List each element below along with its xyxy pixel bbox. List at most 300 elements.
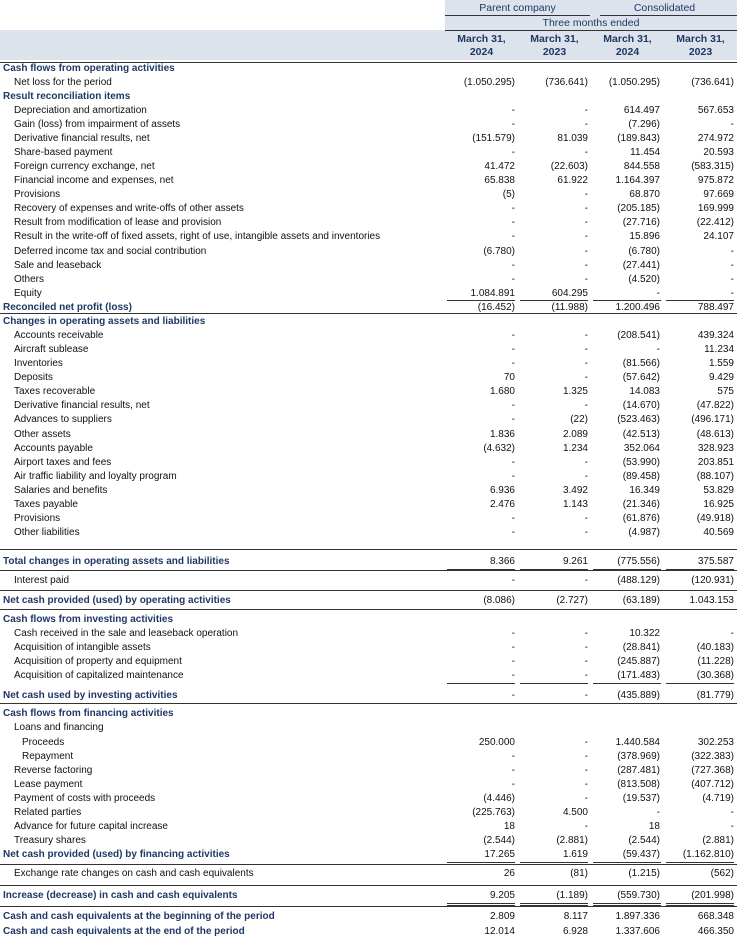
row-value: (736.641) [545, 77, 588, 88]
row-value: (189.843) [617, 133, 660, 144]
section-rule [0, 590, 737, 591]
row-value: - [584, 105, 588, 116]
table-row [0, 834, 737, 848]
row-value: 1.200.496 [615, 302, 660, 313]
table-row [0, 820, 737, 834]
row-value: (11.228) [697, 656, 734, 667]
table-row [0, 132, 737, 146]
row-value: - [730, 807, 734, 818]
row-label: Depreciation and amortization [14, 105, 147, 116]
row-value: (53.990) [622, 457, 660, 468]
row-label: Repayment [22, 751, 74, 762]
row-value: - [584, 513, 588, 524]
subtotal-rule [447, 300, 515, 301]
row-value: 668.348 [697, 911, 734, 922]
table-row [0, 669, 737, 683]
subtotal-rule [666, 905, 734, 906]
row-value: (59.437) [622, 849, 660, 860]
row-value: (7.296) [628, 119, 660, 130]
row-value: 70 [503, 372, 515, 383]
row-label: Other assets [14, 429, 71, 440]
table-row [0, 399, 737, 413]
row-value: 1.680 [489, 386, 515, 397]
row-value: - [730, 628, 734, 639]
row-label: Loans and financing [14, 722, 104, 733]
subtotal-rule [593, 683, 661, 684]
row-value: 41.472 [484, 161, 515, 172]
table-row [0, 160, 737, 174]
row-value: 575 [717, 386, 734, 397]
row-value: (583.315) [691, 161, 734, 172]
row-label: Payment of costs with proceeds [14, 793, 156, 804]
row-label: Financial income and expenses, net [14, 175, 174, 186]
row-value: (151.579) [472, 133, 515, 144]
row-label: Deposits [14, 372, 53, 383]
row-label: Others [14, 274, 45, 285]
row-value: (22.412) [696, 217, 734, 228]
row-value: (1.189) [556, 890, 588, 901]
row-value: 375.587 [697, 556, 734, 567]
row-value: (89.458) [622, 471, 660, 482]
row-label: Sale and leaseback [14, 260, 102, 271]
table-row [0, 574, 737, 588]
row-value: (48.613) [696, 429, 734, 440]
row-value: (42.513) [622, 429, 660, 440]
row-label: Net cash provided (used) by financing activities [3, 849, 230, 860]
table-row [0, 273, 737, 287]
subtotal-rule [520, 903, 588, 904]
row-value: - [584, 471, 588, 482]
row-value: (14.670) [622, 400, 660, 411]
row-value: (16.452) [477, 302, 515, 313]
row-value: (4.446) [483, 793, 515, 804]
row-label: Aircraft sublease [14, 344, 89, 355]
row-label: Cash flows from operating activities [3, 63, 175, 74]
row-value: 12.014 [484, 926, 515, 937]
row-value: (49.918) [696, 513, 734, 524]
row-label: Advance for future capital increase [14, 821, 168, 832]
row-value: - [584, 217, 588, 228]
row-value: - [511, 231, 515, 242]
table-row [0, 555, 737, 569]
table-row [0, 512, 737, 526]
row-value: 352.064 [623, 443, 660, 454]
row-value: (523.463) [617, 414, 660, 425]
subtotal-rule [520, 905, 588, 906]
row-label: Net cash provided (used) by operating activities [3, 595, 231, 606]
row-value: 1.836 [489, 429, 515, 440]
row-value: (2.544) [483, 835, 515, 846]
row-value: (4.520) [628, 274, 660, 285]
row-value: 9.429 [708, 372, 734, 383]
row-value: - [656, 807, 660, 818]
table-row [0, 594, 737, 608]
row-value: (488.129) [617, 575, 660, 586]
row-value: - [584, 189, 588, 200]
row-value: - [584, 737, 588, 748]
header-parent-company: Parent company [479, 2, 556, 14]
row-label: Derivative financial results, net [14, 400, 150, 411]
row-value: 3.492 [562, 485, 588, 496]
row-value: 18 [503, 821, 515, 832]
row-value: - [584, 330, 588, 341]
subtotal-rule [447, 903, 515, 904]
row-value: - [584, 358, 588, 369]
row-value: 17.265 [484, 849, 515, 860]
row-value: (813.508) [617, 779, 660, 790]
row-label: Derivative financial results, net [14, 133, 150, 144]
row-value: 2.089 [562, 429, 588, 440]
table-row [0, 627, 737, 641]
table-row [0, 329, 737, 343]
row-label: Increase (decrease) in cash and cash equivalents [3, 890, 238, 901]
row-label: Advances to suppliers [14, 414, 112, 425]
row-value: 14.083 [629, 386, 660, 397]
row-value: (120.931) [691, 575, 734, 586]
row-label: Interest paid [14, 575, 70, 586]
row-value: 40.569 [703, 527, 734, 538]
row-value: - [730, 288, 734, 299]
row-label: Provisions [14, 513, 61, 524]
row-value: - [584, 372, 588, 383]
row-value: (81.779) [696, 690, 734, 701]
row-value: (2.881) [702, 835, 734, 846]
row-value: (63.189) [622, 595, 660, 606]
row-value: 9.261 [562, 556, 588, 567]
row-value: 1.084.891 [470, 288, 515, 299]
row-value: (407.712) [691, 779, 734, 790]
subtotal-rule [447, 683, 515, 684]
row-value: 10.322 [629, 628, 660, 639]
row-value: (775.556) [617, 556, 660, 567]
row-label: Cash flows from investing activities [3, 614, 174, 625]
table-row [0, 230, 737, 244]
subtotal-rule [520, 862, 588, 863]
row-value: (562) [710, 868, 734, 879]
row-value: - [584, 400, 588, 411]
row-value: 8.366 [489, 556, 515, 567]
row-value: 1.559 [708, 358, 734, 369]
row-value: (322.383) [691, 751, 734, 762]
row-value: (19.537) [622, 793, 660, 804]
row-value: - [511, 274, 515, 285]
subtotal-rule [447, 569, 515, 570]
table-row [0, 750, 737, 764]
row-value: 65.838 [484, 175, 515, 186]
row-value: - [656, 344, 660, 355]
header-rule-1 [445, 15, 590, 16]
row-label: Related parties [14, 807, 82, 818]
subtotal-rule [593, 300, 661, 301]
row-label: Net cash used by investing activities [3, 690, 178, 701]
subtotal-rule [593, 905, 661, 906]
table-row [0, 371, 737, 385]
row-value: - [511, 330, 515, 341]
row-value: (225.763) [472, 807, 515, 818]
row-value: 68.870 [629, 189, 660, 200]
table-row [0, 413, 737, 427]
row-value: - [511, 779, 515, 790]
table-row [0, 641, 737, 655]
row-value: 302.253 [697, 737, 734, 748]
subtotal-rule [447, 905, 515, 906]
row-value: - [584, 642, 588, 653]
subtotal-rule [593, 903, 661, 904]
table-row [0, 707, 737, 721]
row-value: - [584, 793, 588, 804]
subtotal-rule [447, 862, 515, 863]
row-value: - [584, 260, 588, 271]
row-value: 15.896 [629, 231, 660, 242]
row-value: 8.117 [563, 911, 588, 922]
subtotal-rule [520, 300, 588, 301]
row-value: 16.349 [629, 485, 660, 496]
row-value: 20.593 [703, 147, 734, 158]
row-value: 169.999 [697, 203, 734, 214]
row-value: (28.841) [622, 642, 660, 653]
row-value: 1.043.153 [689, 595, 734, 606]
row-label: Taxes recoverable [14, 386, 96, 397]
row-value: - [584, 690, 588, 701]
header-rule-3 [445, 30, 737, 31]
row-value: - [730, 821, 734, 832]
row-value: - [730, 274, 734, 285]
row-value: 9.205 [489, 890, 515, 901]
row-value: (22) [570, 414, 588, 425]
row-value: 250.000 [478, 737, 515, 748]
row-value: 439.324 [697, 330, 734, 341]
row-label: Equity [14, 288, 42, 299]
header-three-months-ended: Three months ended [542, 17, 640, 29]
row-value: (88.107) [696, 471, 734, 482]
table-row [0, 216, 737, 230]
section-rule [0, 313, 737, 314]
row-value: 6.928 [562, 926, 588, 937]
row-label: Deferred income tax and social contribution [14, 246, 207, 257]
row-value: 975.872 [697, 175, 734, 186]
row-label: Result reconciliation items [3, 91, 131, 102]
table-row [0, 62, 737, 76]
row-value: - [584, 246, 588, 257]
row-value: (378.969) [617, 751, 660, 762]
row-value: - [511, 344, 515, 355]
table-row [0, 202, 737, 216]
row-label: Salaries and benefits [14, 485, 108, 496]
row-label: Proceeds [22, 737, 65, 748]
row-value: (1.050.295) [608, 77, 660, 88]
table-row [0, 146, 737, 160]
section-rule [0, 570, 737, 571]
row-value: - [584, 203, 588, 214]
row-label: Total changes in operating assets and liabilities [3, 556, 230, 567]
row-label: Result in the write-off of fixed assets, right of use, intangible assets and inventories [14, 231, 381, 242]
row-value: (2.727) [556, 595, 588, 606]
row-value: - [511, 575, 515, 586]
row-value: (496.171) [691, 414, 734, 425]
row-value: 604.295 [551, 288, 588, 299]
column-header: March 31, 2023 [530, 33, 579, 58]
row-label: Airport taxes and fees [14, 457, 112, 468]
table-row [0, 910, 737, 924]
row-label: Exchange rate changes on cash and cash equivalents [14, 868, 254, 879]
row-value: - [584, 575, 588, 586]
column-header: March 31, 2023 [676, 33, 725, 58]
row-value: 2.476 [489, 499, 515, 510]
row-value: 16.925 [703, 499, 734, 510]
table-row [0, 721, 737, 735]
row-value: 1.897.336 [615, 911, 660, 922]
row-value: (6.780) [483, 246, 515, 257]
row-value: 1.325 [562, 386, 588, 397]
table-row [0, 188, 737, 202]
row-value: - [511, 119, 515, 130]
row-value: (1.050.295) [463, 77, 515, 88]
row-label: Reconciled net profit (loss) [3, 302, 132, 313]
table-row [0, 90, 737, 104]
row-value: (559.730) [617, 890, 660, 901]
row-value: (6.780) [628, 246, 660, 257]
row-value: - [511, 765, 515, 776]
row-value: 4.500 [562, 807, 588, 818]
row-value: (4.719) [702, 793, 734, 804]
row-value: 24.107 [703, 231, 734, 242]
row-value: (22.603) [550, 161, 588, 172]
table-row [0, 385, 737, 399]
table-row [0, 867, 737, 881]
row-label: Cash received in the sale and leaseback operation [14, 628, 239, 639]
row-value: - [584, 274, 588, 285]
section-rule [0, 703, 737, 704]
row-value: - [730, 260, 734, 271]
row-value: (11.988) [551, 302, 588, 313]
row-value: - [511, 105, 515, 116]
row-label: Cash and cash equivalents at the end of the period [3, 926, 245, 937]
row-value: (201.998) [691, 890, 734, 901]
table-row [0, 259, 737, 273]
row-value: 203.851 [697, 457, 734, 468]
row-value: - [584, 765, 588, 776]
row-value: - [511, 690, 515, 701]
row-value: - [584, 147, 588, 158]
row-value: - [656, 288, 660, 299]
row-value: (1.215) [628, 868, 660, 879]
row-value: (47.822) [696, 400, 734, 411]
row-value: (61.876) [622, 513, 660, 524]
row-value: - [584, 457, 588, 468]
table-row [0, 655, 737, 669]
row-value: (727.368) [691, 765, 734, 776]
row-value: (57.642) [622, 372, 660, 383]
row-value: 61.922 [557, 175, 588, 186]
row-value: (40.183) [696, 642, 734, 653]
row-value: (1.162.810) [682, 849, 734, 860]
row-value: - [511, 471, 515, 482]
row-value: - [511, 751, 515, 762]
row-value: (245.887) [617, 656, 660, 667]
table-row [0, 357, 737, 371]
row-value: - [511, 656, 515, 667]
row-value: 567.653 [697, 105, 734, 116]
row-value: 6.936 [489, 485, 515, 496]
row-value: - [584, 628, 588, 639]
row-value: 81.039 [557, 133, 588, 144]
row-value: - [511, 358, 515, 369]
subtotal-rule [593, 569, 661, 570]
row-label: Share-based payment [14, 147, 113, 158]
subtotal-rule [666, 683, 734, 684]
row-value: 1.440.584 [615, 737, 660, 748]
row-label: Changes in operating assets and liabilities [3, 316, 206, 327]
row-value: - [730, 246, 734, 257]
row-value: - [511, 414, 515, 425]
table-row [0, 442, 737, 456]
row-value: 844.558 [623, 161, 660, 172]
row-label: Result from modification of lease and provision [14, 217, 222, 228]
column-header: March 31, 2024 [457, 33, 506, 58]
row-value: (30.368) [696, 670, 734, 681]
row-value: - [511, 147, 515, 158]
row-value: (2.881) [556, 835, 588, 846]
row-label: Foreign currency exchange, net [14, 161, 155, 172]
row-label: Provisions [14, 189, 61, 200]
row-value: 53.829 [703, 485, 734, 496]
subtotal-rule [520, 569, 588, 570]
row-label: Air traffic liability and loyalty program [14, 471, 177, 482]
subtotal-rule [666, 903, 734, 904]
table-row [0, 118, 737, 132]
row-value: 274.972 [697, 133, 734, 144]
table-row [0, 470, 737, 484]
row-value: 2.809 [489, 911, 515, 922]
subtotal-rule [666, 569, 734, 570]
table-row [0, 613, 737, 627]
section-rule [0, 864, 737, 865]
row-label: Acquisition of capitalized maintenance [14, 670, 184, 681]
row-value: 11.454 [630, 147, 660, 158]
table-row [0, 764, 737, 778]
table-row [0, 428, 737, 442]
row-label: Recovery of expenses and write-offs of other assets [14, 203, 244, 214]
row-value: - [584, 779, 588, 790]
row-value: 328.923 [697, 443, 734, 454]
column-header: March 31, 2024 [603, 33, 652, 58]
row-value: (736.641) [691, 77, 734, 88]
row-value: - [584, 670, 588, 681]
row-value: - [511, 642, 515, 653]
row-value: (21.346) [622, 499, 660, 510]
table-row [0, 689, 737, 703]
row-label: Acquisition of property and equipment [14, 656, 182, 667]
row-value: (4.987) [628, 527, 660, 538]
row-label: Accounts payable [14, 443, 93, 454]
table-row [0, 343, 737, 357]
row-label: Cash and cash equivalents at the beginning of the period [3, 911, 275, 922]
row-label: Accounts receivable [14, 330, 104, 341]
row-value: - [511, 670, 515, 681]
table-row [0, 526, 737, 540]
row-label: Gain (loss) from impairment of assets [14, 119, 181, 130]
section-rule [0, 549, 737, 550]
row-value: - [584, 821, 588, 832]
row-value: 97.669 [703, 189, 734, 200]
row-value: (5) [502, 189, 515, 200]
row-value: 614.497 [623, 105, 660, 116]
row-value: - [584, 751, 588, 762]
section-rule [0, 62, 737, 63]
table-row [0, 174, 737, 188]
row-value: 1.337.606 [615, 926, 660, 937]
row-value: (208.541) [617, 330, 660, 341]
